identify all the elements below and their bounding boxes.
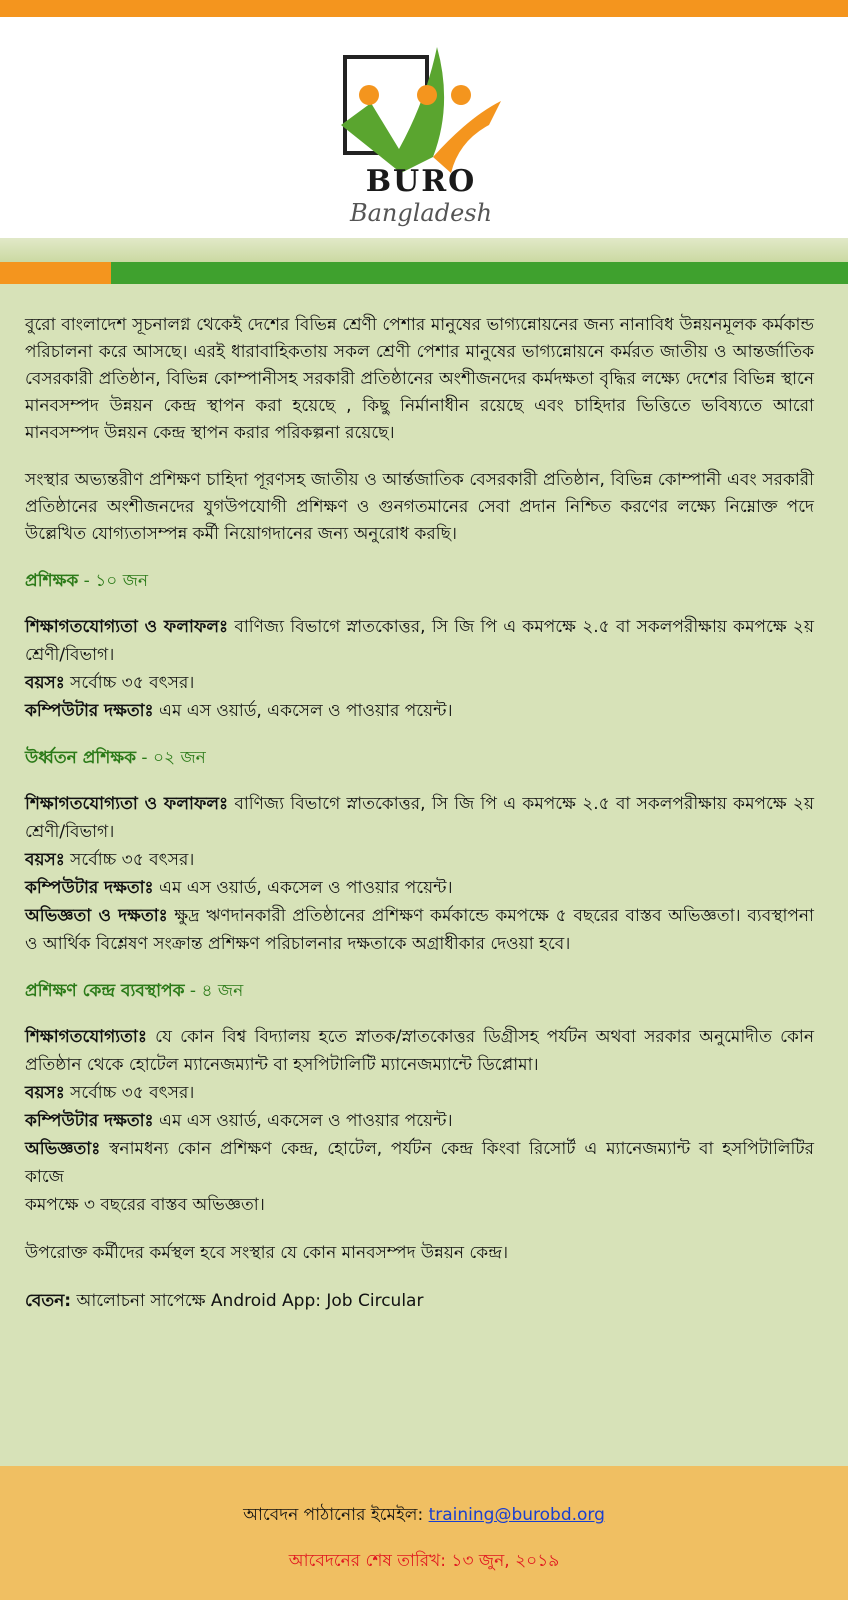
email-line — [0, 1502, 848, 1530]
field-label: অভিজ্ঞতাঃ — [25, 1139, 101, 1159]
field-label: শিক্ষাগতযোগ্যতাঃ — [25, 1027, 147, 1047]
logo-tagline: Bangladesh — [349, 199, 493, 227]
field-label: কম্পিউটার দক্ষতাঃ — [25, 878, 154, 898]
logo-orange-head-2 — [417, 85, 437, 105]
field-label: শিক্ষাগতযোগ্যতা ও ফলাফলঃ — [25, 617, 229, 637]
field-value: এম এস ওয়ার্ড, একসেল ও পাওয়ার পয়েন্ট। — [153, 701, 453, 721]
field-education — [25, 790, 814, 846]
logo-orange-head-3 — [451, 85, 471, 105]
field-value: সর্বোচ্চ ৩৫ বৎসর। — [64, 850, 195, 870]
salary-line — [25, 1287, 814, 1315]
field-education — [25, 613, 814, 669]
email-label: আবেদন পাঠানোর ইমেইল: — [243, 1505, 429, 1525]
position-count: - ০২ জন — [136, 748, 206, 768]
stripe-orange — [0, 262, 111, 284]
field-label: কম্পিউটার দক্ষতাঃ — [25, 1111, 154, 1131]
deadline-text: আবেদনের শেষ তারিখ: ১৩ জুন, ২০১৯ — [288, 1551, 560, 1571]
field-label: বয়সঃ — [25, 673, 65, 693]
position-title-senior-trainer — [25, 745, 814, 772]
intro-paragraph-2: সংস্থার অভ্যন্তরীণ প্রশিক্ষণ চাহিদা পূরণসহ জাতীয় ও আর্ন্তজাতিক বেসরকারী প্রতিষ্ঠান, বিভিন্ন কোম্পানী এবং সরকারী প্রতিষ্ঠানের অংশীজনদের যুগউপযোগী প্রশিক্ষণ ও গুনগতমানের সেবা প্রদান নিশ্চিত করণের লক্ষ্যে নিম্নোক্ত পদে উল্লেখিত যোগ্যতাসম্পন্ন কর্মী নিয়োগদানের জন্য অনুরোধ করছি। — [25, 470, 814, 544]
salary-label: বেতন: — [25, 1291, 72, 1311]
field-label: বয়সঃ — [25, 850, 65, 870]
field-experience-continued: কমপক্ষে ৩ বছরের বাস্তব অভিজ্ঞতা। — [25, 1195, 265, 1215]
stripe-green — [111, 262, 848, 284]
position-name: প্রশিক্ষণ কেন্দ্র ব্যবস্থাপক — [25, 981, 185, 1001]
field-value: যে কোন বিশ্ব বিদ্যালয় হতে স্নাতক/স্নাতকোত্তর ডিগ্রীসহ পর্যটন অথবা সরকার অনুমোদীত কোন প্রতিষ্ঠান থেকে হোটেল ম্যানেজম্যান্ট বা হসপিটালিটি ম্যানেজম্যান্টে ডিপ্লোমা। — [25, 1027, 814, 1075]
intro-paragraph-1: বুরো বাংলাদেশ সূচনালগ্ন থেকেই দেশের বিভিন্ন শ্রেণী পেশার মানুষের ভাগ্যন্নোয়নের জন্য নানাবিধ উন্নয়নমূলক কর্মকান্ড পরিচালনা করে আসছে। এরই ধারাবাহিকতায় সকল শ্রেণী পেশার মানুষের ভাগ্যন্নোয়নে কর্মরত জাতীয় ও আন্তর্জাতিক বেসরকারী প্রতিষ্ঠান, বিভিন্ন কোম্পানীসহ সরকারী প্রতিষ্ঠানের অংশীজনদের কর্মদক্ষতা বৃদ্ধির লক্ষ্যে দেশের বিভিন্ন স্থানে মানবসম্পদ উন্নয়ন কেন্দ্র স্থাপন করা হয়েছে , কিছু নির্মানাধীন রয়েছে এবং চাহিদার ভিত্তিতে ভবিষ্যতে আরো মানবসম্পদ উন্নয়ন কেন্দ্র স্থাপন করার পরিকল্পনা রয়েছে। — [25, 315, 814, 443]
field-computer-skill — [25, 1107, 814, 1135]
header-logo-area — [0, 17, 848, 238]
email-link[interactable]: training@burobd.org — [428, 1505, 605, 1525]
field-label: অভিজ্ঞতা ও দক্ষতাঃ — [25, 906, 168, 926]
color-stripe — [0, 262, 848, 284]
field-label: শিক্ষাগতযোগ্যতা ও ফলাফলঃ — [25, 794, 229, 814]
top-accent-bar — [0, 0, 848, 17]
field-age — [25, 669, 814, 697]
position-title-center-manager — [25, 978, 814, 1005]
buro-logo — [341, 45, 501, 235]
position-count: - ৪ জন — [184, 981, 244, 1001]
field-education — [25, 1023, 814, 1079]
position-title-trainer — [25, 568, 814, 595]
salary-value: আলোচনা সাপেক্ষে Android App: Job Circular — [71, 1291, 424, 1311]
field-value: এম এস ওয়ার্ড, একসেল ও পাওয়ার পয়েন্ট। — [153, 1111, 453, 1131]
position-name: উর্ধ্বতন প্রশিক্ষক — [25, 748, 136, 768]
field-label: বয়সঃ — [25, 1083, 65, 1103]
field-value: সর্বোচ্চ ৩৫ বৎসর। — [64, 1083, 195, 1103]
header-divider — [0, 238, 848, 262]
position-count: - ১০ জন — [78, 571, 149, 591]
position-name: প্রশিক্ষক — [25, 571, 79, 591]
footer — [0, 1466, 848, 1600]
field-experience — [25, 1135, 814, 1191]
workplace-note: উপরোক্ত কর্মীদের কর্মস্থল হবে সংস্থার যে কোন মানবসম্পদ উন্নয়ন কেন্দ্র। — [25, 1243, 509, 1263]
field-value: বাণিজ্য বিভাগে স্নাতকোত্তর, সি জি পি এ কমপক্ষে ২.৫ বা সকলপরীক্ষায় কমপক্ষে ২য় শ্রেণী/বিভাগ। — [25, 794, 814, 842]
circular-body — [25, 312, 814, 1315]
field-value: এম এস ওয়ার্ড, একসেল ও পাওয়ার পয়েন্ট। — [153, 878, 453, 898]
field-value: স্বনামধন্য কোন প্রশিক্ষণ কেন্দ্র, হোটেল, পর্যটন কেন্দ্র কিংবা রিসোর্ট এ ম্যানেজম্যান্ট বা হসপিটালিটির কাজে — [25, 1139, 814, 1187]
logo-orange-head — [359, 85, 379, 105]
logo-name: BURO — [365, 164, 477, 199]
field-experience — [25, 902, 814, 958]
field-computer-skill — [25, 697, 814, 725]
field-computer-skill — [25, 874, 814, 902]
field-age — [25, 846, 814, 874]
field-value: বাণিজ্য বিভাগে স্নাতকোত্তর, সি জি পি এ কমপক্ষে ২.৫ বা সকলপরীক্ষায় কমপক্ষে ২য় শ্রেণী/বিভাগ। — [25, 617, 814, 665]
field-label: কম্পিউটার দক্ষতাঃ — [25, 701, 154, 721]
field-age — [25, 1079, 814, 1107]
field-value: সর্বোচ্চ ৩৫ বৎসর। — [64, 673, 195, 693]
field-value: ক্ষুদ্র ঋণদানকারী প্রতিষ্ঠানের প্রশিক্ষণ কর্মকান্ডে কমপক্ষে ৫ বছরের বাস্তব অভিজ্ঞতা। ব্যবস্থাপনা ও আর্থিক বিশ্লেষণ সংক্রান্ত প্রশিক্ষণ পরিচালনার দক্ষতাকে অগ্রাধীকার দেওয়া হবে। — [25, 906, 814, 954]
